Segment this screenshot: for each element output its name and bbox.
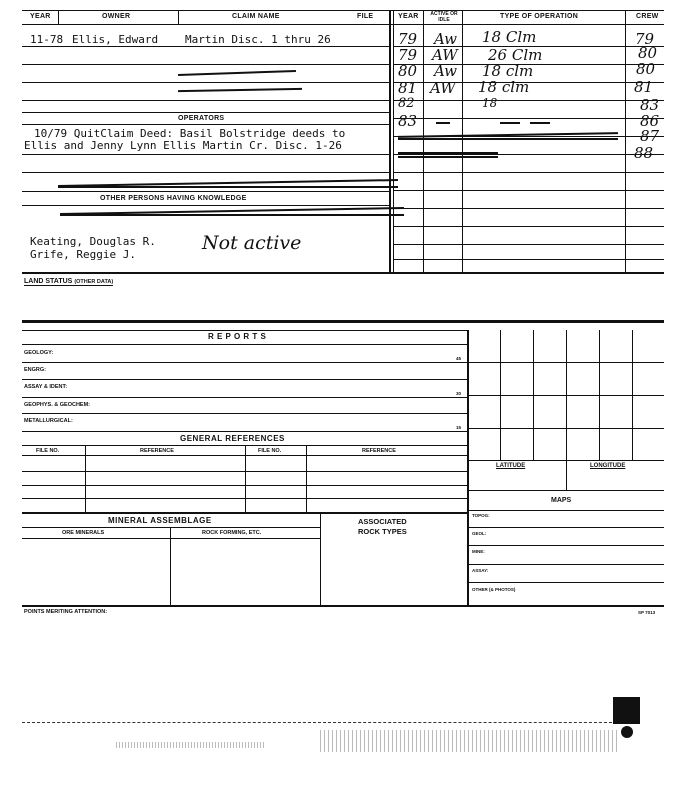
op-type-3: 18 clm: [482, 62, 534, 80]
header-crew: CREW: [636, 13, 659, 20]
ref-reference-1: REFERENCE: [140, 448, 174, 454]
operators-text-1: 10/79 QuitClaim Deed: Basil Bolstridge deeds to: [34, 127, 346, 140]
op-status-1: Aw: [434, 30, 457, 48]
ref-reference-2: REFERENCE: [362, 448, 396, 454]
latitude-label: LATITUDE: [496, 463, 526, 469]
scan-noise: [320, 730, 620, 752]
header-active-idle: ACTIVE OR IDLE: [430, 11, 458, 23]
number-15: 15: [456, 425, 462, 430]
longitude-label: LONGITUDE: [590, 463, 626, 469]
header-bottom-line: [22, 24, 664, 25]
maps-mine: MINE:: [472, 549, 485, 554]
scan-artifact-line: [22, 722, 622, 723]
maps-title: MAPS: [551, 497, 572, 504]
maps-assay: ASSAY:: [472, 568, 489, 573]
assay-label: ASSAY & IDENT:: [24, 384, 68, 390]
header-type-of-operation: TYPE OF OPERATION: [500, 13, 579, 20]
operators-label: OPERATORS: [178, 115, 225, 122]
geology-label: GEOLOGY:: [24, 350, 54, 356]
header-year2: YEAR: [398, 13, 419, 20]
general-references-title: GENERAL REFERENCES: [180, 434, 285, 443]
number-30: 30: [456, 391, 462, 396]
op-crew-4: 81: [634, 78, 654, 96]
claim-name-value: Martin Disc. 1 thru 26: [185, 33, 331, 46]
form-number: SP 7013: [638, 610, 656, 615]
other-persons-label: OTHER PERSONS HAVING KNOWLEDGE: [100, 195, 247, 202]
registration-mark: [613, 697, 640, 724]
maps-topog: TOPOG:: [472, 513, 490, 518]
ref-file-no-1: FILE NO.: [36, 448, 60, 454]
ref-file-no-2: FILE NO.: [258, 448, 282, 454]
thick-rule: [22, 320, 664, 323]
op-type-2: 26 Clm: [488, 46, 543, 64]
op-crew-3: 80: [636, 60, 656, 78]
not-active-note: Not active: [202, 232, 302, 254]
top-section-bottom: [22, 272, 664, 274]
op-type-4: 18 clm: [478, 78, 530, 96]
op-crew-7: 87: [640, 127, 660, 145]
owner-date: 11-78: [30, 33, 64, 46]
person-1: Keating, Douglas R.: [30, 235, 156, 248]
operators-text-2: Ellis and Jenny Lynn Ellis Martin Cr. Disc. 1-26: [24, 139, 342, 152]
geophys-label: GEOPHYS. & GEOCHEM:: [24, 402, 91, 408]
op-status-3: Aw: [434, 62, 457, 80]
op-crew-2: 80: [638, 44, 658, 62]
op-crew-6: 86: [640, 112, 660, 130]
owner-name: Ellis, Edward: [72, 33, 159, 46]
header-year: YEAR: [30, 13, 51, 20]
op-status-2: AW: [432, 46, 458, 64]
op-type-5: 18: [482, 96, 498, 110]
op-year-4: 81: [398, 79, 418, 97]
points-meriting-label: POINTS MERITING ATTENTION:: [24, 609, 108, 615]
reports-title: R E P O R T S: [208, 332, 267, 341]
registration-dot: [621, 726, 633, 738]
op-status-4: AW: [430, 79, 456, 97]
mineral-assemblage-title: MINERAL ASSEMBLAGE: [108, 516, 212, 525]
ore-minerals-label: ORE MINERALS: [62, 530, 105, 536]
maps-geol: GEOL:: [472, 531, 487, 536]
rock-types-label: ROCK TYPES: [358, 527, 407, 536]
bottom-rule: [22, 605, 664, 607]
scan-noise-left: [116, 742, 266, 748]
rock-forming-label: ROCK FORMING, ETC.: [202, 530, 262, 536]
header-claim-name: CLAIM NAME: [232, 13, 280, 20]
op-year-6: 83: [398, 112, 418, 130]
op-year-1: 79: [398, 30, 418, 48]
number-45: 45: [456, 356, 462, 361]
associated-label: ASSOCIATED: [358, 517, 407, 526]
op-type-1: 18 Clm: [482, 28, 537, 46]
op-year-2: 79: [398, 46, 418, 64]
engrg-label: ENGRG:: [24, 367, 46, 373]
op-crew-8: 88: [634, 144, 654, 162]
person-2: Grife, Reggie J.: [30, 248, 136, 261]
op-crew-1: 79: [635, 30, 655, 48]
header-top-line: [22, 10, 664, 11]
metallurgical-label: METALLURGICAL:: [24, 418, 73, 424]
header-owner: OWNER: [102, 13, 131, 20]
header-file: FILE: [357, 13, 374, 20]
main-vertical-divider: [389, 10, 391, 274]
land-status-label: LAND STATUS (OTHER DATA): [24, 278, 114, 285]
maps-other: OTHER (& PHOTOS): [472, 587, 516, 592]
op-crew-5: 83: [640, 96, 660, 114]
op-year-3: 80: [398, 62, 418, 80]
op-year-5: 82: [398, 96, 415, 111]
